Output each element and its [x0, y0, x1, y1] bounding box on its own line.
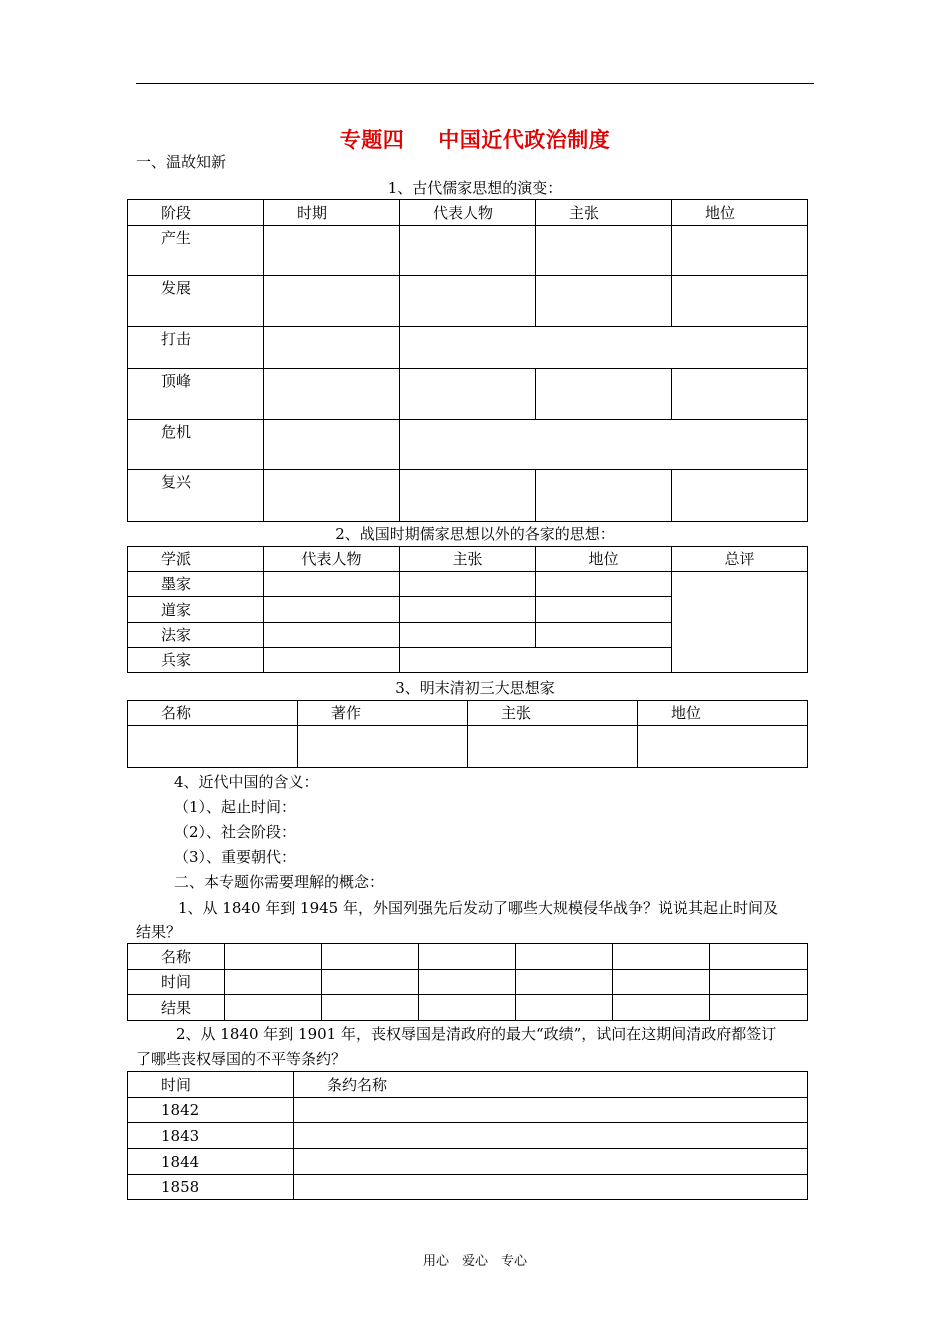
table-treaties — [127, 1071, 808, 1200]
header-cell: 主张 — [536, 200, 672, 226]
blank-cell[interactable] — [672, 369, 808, 420]
q1-text-line1: 1、从 1840 年到 1945 年，外国列强先后发动了哪些大规模侵华战争？说说其起止时间及 — [178, 899, 778, 917]
header-cell: 地位 — [536, 547, 672, 572]
blank-cell[interactable] — [264, 572, 400, 597]
header-cell: 主张 — [468, 701, 638, 726]
blank-cell[interactable] — [419, 970, 516, 995]
header-cell: 总评 — [672, 547, 808, 572]
blank-cell[interactable] — [536, 623, 672, 648]
row-label: 产生 — [128, 226, 264, 276]
q4-item: （3）、重要朝代： — [174, 848, 297, 866]
blank-cell[interactable] — [516, 995, 613, 1021]
blank-cell[interactable] — [400, 276, 536, 327]
blank-cell[interactable] — [672, 470, 808, 522]
row-label: 法家 — [128, 623, 264, 648]
blank-cell[interactable] — [264, 327, 400, 369]
blank-cell[interactable] — [516, 944, 613, 970]
q2-text-line1: 2、从 1840 年到 1901 年，丧权辱国是清政府的最大“政绩”，试问在这期间清政府都签订 — [176, 1025, 777, 1043]
blank-cell[interactable] — [672, 572, 808, 673]
blank-cell[interactable] — [294, 1123, 808, 1149]
blank-cell[interactable] — [536, 226, 672, 276]
year-cell: 1842 — [128, 1098, 294, 1123]
blank-cell[interactable] — [264, 623, 400, 648]
page-footer: 用心 爱心 专心 — [422, 1254, 527, 1269]
blank-cell[interactable] — [294, 1149, 808, 1175]
header-cell: 地位 — [638, 701, 808, 726]
row-label: 兵家 — [128, 648, 264, 673]
blank-cell[interactable] — [225, 995, 322, 1021]
blank-cell[interactable] — [264, 470, 400, 522]
row-label: 打击 — [128, 327, 264, 369]
table-schools — [127, 546, 808, 673]
blank-cell[interactable] — [225, 944, 322, 970]
table2-caption: 2、战国时期儒家思想以外的各家的思想： — [335, 525, 615, 543]
q1-text-line2: 结果？ — [136, 923, 182, 941]
blank-cell[interactable] — [294, 1175, 808, 1200]
year-cell: 1858 — [128, 1175, 294, 1200]
header-cell: 条约名称 — [294, 1072, 808, 1098]
blank-cell[interactable] — [710, 995, 808, 1021]
blank-cell[interactable] — [613, 944, 710, 970]
blank-cell[interactable] — [400, 470, 536, 522]
blank-cell[interactable] — [322, 995, 419, 1021]
blank-cell[interactable] — [400, 648, 672, 673]
blank-cell[interactable] — [400, 572, 536, 597]
header-cell: 时间 — [128, 1072, 294, 1098]
row-label: 结果 — [128, 995, 225, 1021]
blank-cell[interactable] — [419, 944, 516, 970]
table-thinkers — [127, 700, 808, 768]
title-part1: 专题四 — [339, 127, 405, 152]
blank-cell[interactable] — [400, 226, 536, 276]
row-label: 危机 — [128, 420, 264, 470]
title-part2: 中国近代政治制度 — [438, 127, 611, 152]
blank-cell[interactable] — [710, 944, 808, 970]
section-heading-2: 二、本专题你需要理解的概念： — [174, 873, 385, 891]
blank-cell[interactable] — [264, 597, 400, 623]
header-cell: 代表人物 — [400, 200, 536, 226]
blank-cell[interactable] — [536, 470, 672, 522]
blank-cell[interactable] — [264, 369, 400, 420]
blank-cell[interactable] — [672, 276, 808, 327]
blank-cell[interactable] — [264, 226, 400, 276]
header-cell: 阶段 — [128, 200, 264, 226]
blank-cell[interactable] — [128, 726, 298, 768]
blank-cell[interactable] — [613, 970, 710, 995]
year-cell: 1844 — [128, 1149, 294, 1175]
table3-caption: 3、明末清初三大思想家 — [395, 679, 555, 697]
blank-cell[interactable] — [400, 597, 536, 623]
blank-cell[interactable] — [400, 623, 536, 648]
header-cell: 名称 — [128, 701, 298, 726]
blank-cell[interactable] — [638, 726, 808, 768]
blank-cell[interactable] — [672, 226, 808, 276]
q4-item: （2）、社会阶段： — [174, 823, 297, 841]
row-label: 墨家 — [128, 572, 264, 597]
page-title — [0, 124, 950, 154]
header-cell: 学派 — [128, 547, 264, 572]
row-label: 时间 — [128, 970, 225, 995]
header-cell: 著作 — [298, 701, 468, 726]
blank-cell[interactable] — [613, 995, 710, 1021]
row-label: 道家 — [128, 597, 264, 623]
blank-cell[interactable] — [400, 327, 808, 369]
blank-cell[interactable] — [294, 1098, 808, 1123]
blank-cell[interactable] — [264, 276, 400, 327]
row-label: 复兴 — [128, 470, 264, 522]
section-heading-1: 一、温故知新 — [136, 153, 227, 171]
blank-cell[interactable] — [468, 726, 638, 768]
blank-cell[interactable] — [710, 970, 808, 995]
blank-cell[interactable] — [264, 420, 400, 470]
table-confucianism — [127, 199, 808, 522]
header-cell: 时期 — [264, 200, 400, 226]
row-label: 发展 — [128, 276, 264, 327]
header-rule — [136, 83, 814, 84]
table1-caption: 1、古代儒家思想的演变： — [387, 179, 563, 197]
header-cell: 主张 — [400, 547, 536, 572]
blank-cell[interactable] — [536, 276, 672, 327]
table-wars — [127, 943, 808, 1021]
blank-cell[interactable] — [298, 726, 468, 768]
blank-cell[interactable] — [322, 944, 419, 970]
blank-cell[interactable] — [400, 420, 808, 470]
header-cell: 代表人物 — [264, 547, 400, 572]
blank-cell[interactable] — [225, 970, 322, 995]
row-label: 顶峰 — [128, 369, 264, 420]
blank-cell[interactable] — [536, 572, 672, 597]
q4-title: 4、近代中国的含义： — [174, 773, 319, 791]
row-label: 名称 — [128, 944, 225, 970]
blank-cell[interactable] — [264, 648, 400, 673]
blank-cell[interactable] — [536, 597, 672, 623]
blank-cell[interactable] — [400, 369, 536, 420]
blank-cell[interactable] — [322, 970, 419, 995]
header-cell: 地位 — [672, 200, 808, 226]
blank-cell[interactable] — [419, 995, 516, 1021]
q2-text-line2: 了哪些丧权辱国的不平等条约？ — [136, 1050, 347, 1068]
year-cell: 1843 — [128, 1123, 294, 1149]
blank-cell[interactable] — [516, 970, 613, 995]
blank-cell[interactable] — [536, 369, 672, 420]
q4-item: （1）、起止时间： — [174, 798, 297, 816]
